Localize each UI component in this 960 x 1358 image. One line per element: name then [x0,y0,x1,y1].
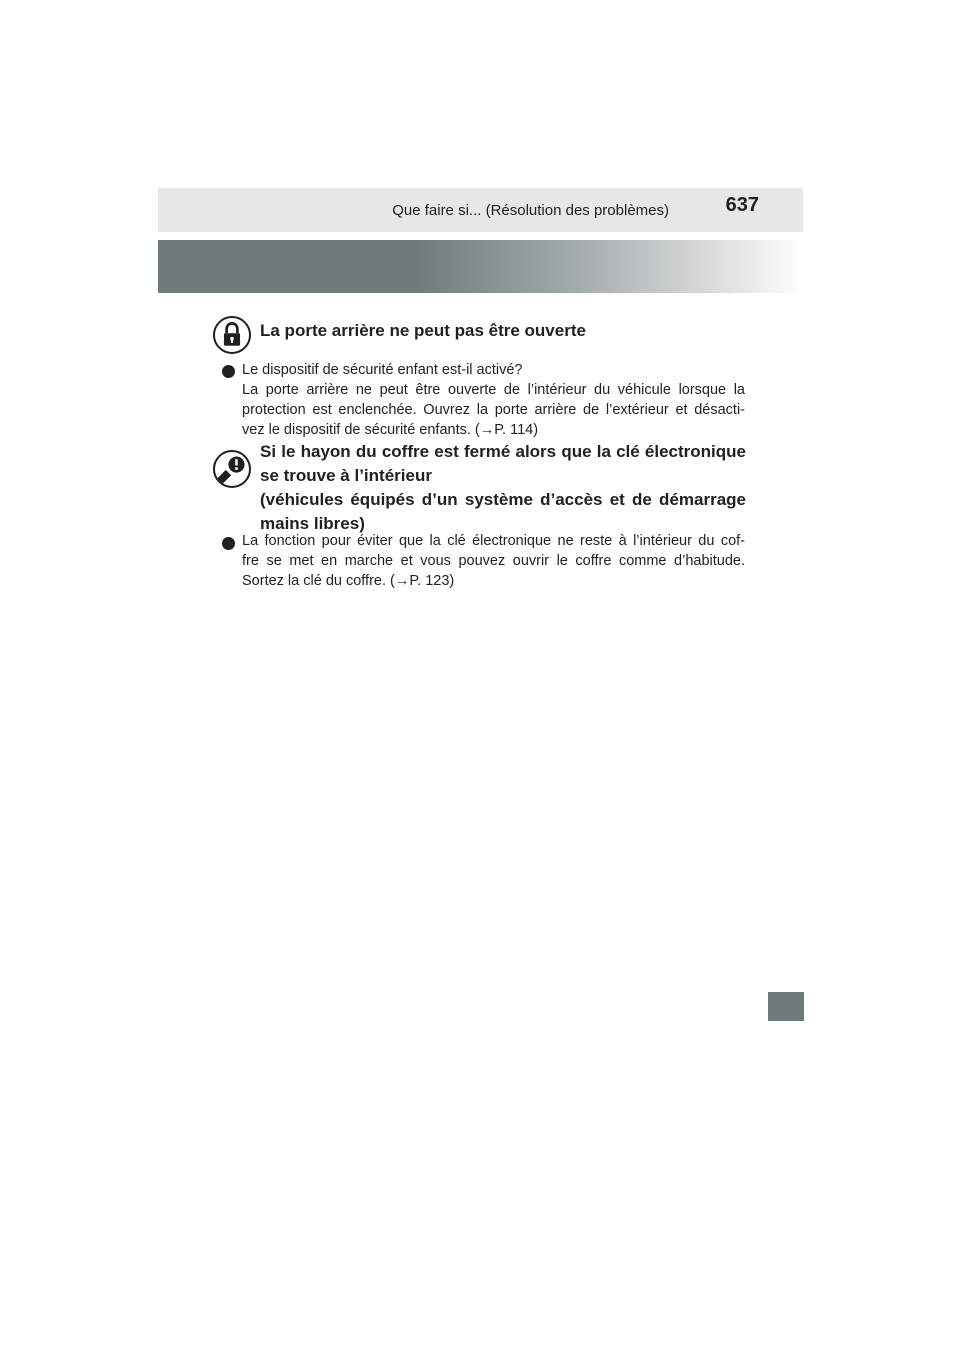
section-2-text [242,531,745,591]
section-1-text [242,360,745,440]
heading-line: se trouve à l’intérieur [260,466,432,485]
answer-line: La porte arrière ne peut être ouverte de l’intérieur du véhicule lorsque la [242,382,745,398]
answer-line: vez le dispositif de sécurité enfants. (→P. 114) [242,422,539,438]
question-text: Le dispositif de sécurité enfant est-il activé? [242,362,523,378]
answer-line: La fonction pour éviter que la clé électronique ne reste à l’intérieur du cof- [242,533,745,549]
answer-line: Sortez la clé du coffre. (→P. 123) [242,573,455,589]
section-heading-rear-door: La porte arrière ne peut pas être ouverte [260,321,586,340]
key-warning-icon [213,450,251,488]
page-number: 637 [725,194,759,216]
padlock-icon [213,316,251,354]
bullet [222,537,235,550]
page-header [158,188,803,232]
chapter-tab [768,992,804,1021]
section-heading-trunk-key [260,440,746,536]
section-band [158,240,803,293]
heading-line: (véhicules équipés d’un système d’accès et de démarrage [260,490,746,509]
heading-line: Si le hayon du coffre est fermé alors que la clé électronique [260,442,746,461]
chapter-title: Que faire si... (Résolution des problèmes) [392,202,669,219]
heading-line: mains libres) [260,514,365,533]
bullet [222,365,235,378]
answer-line: protection est enclenchée. Ouvrez la porte arrière de l’extérieur et désacti- [242,402,745,418]
answer-line: fre se met en marche et vous pouvez ouvrir le coffre comme d’habitude. [242,553,745,569]
